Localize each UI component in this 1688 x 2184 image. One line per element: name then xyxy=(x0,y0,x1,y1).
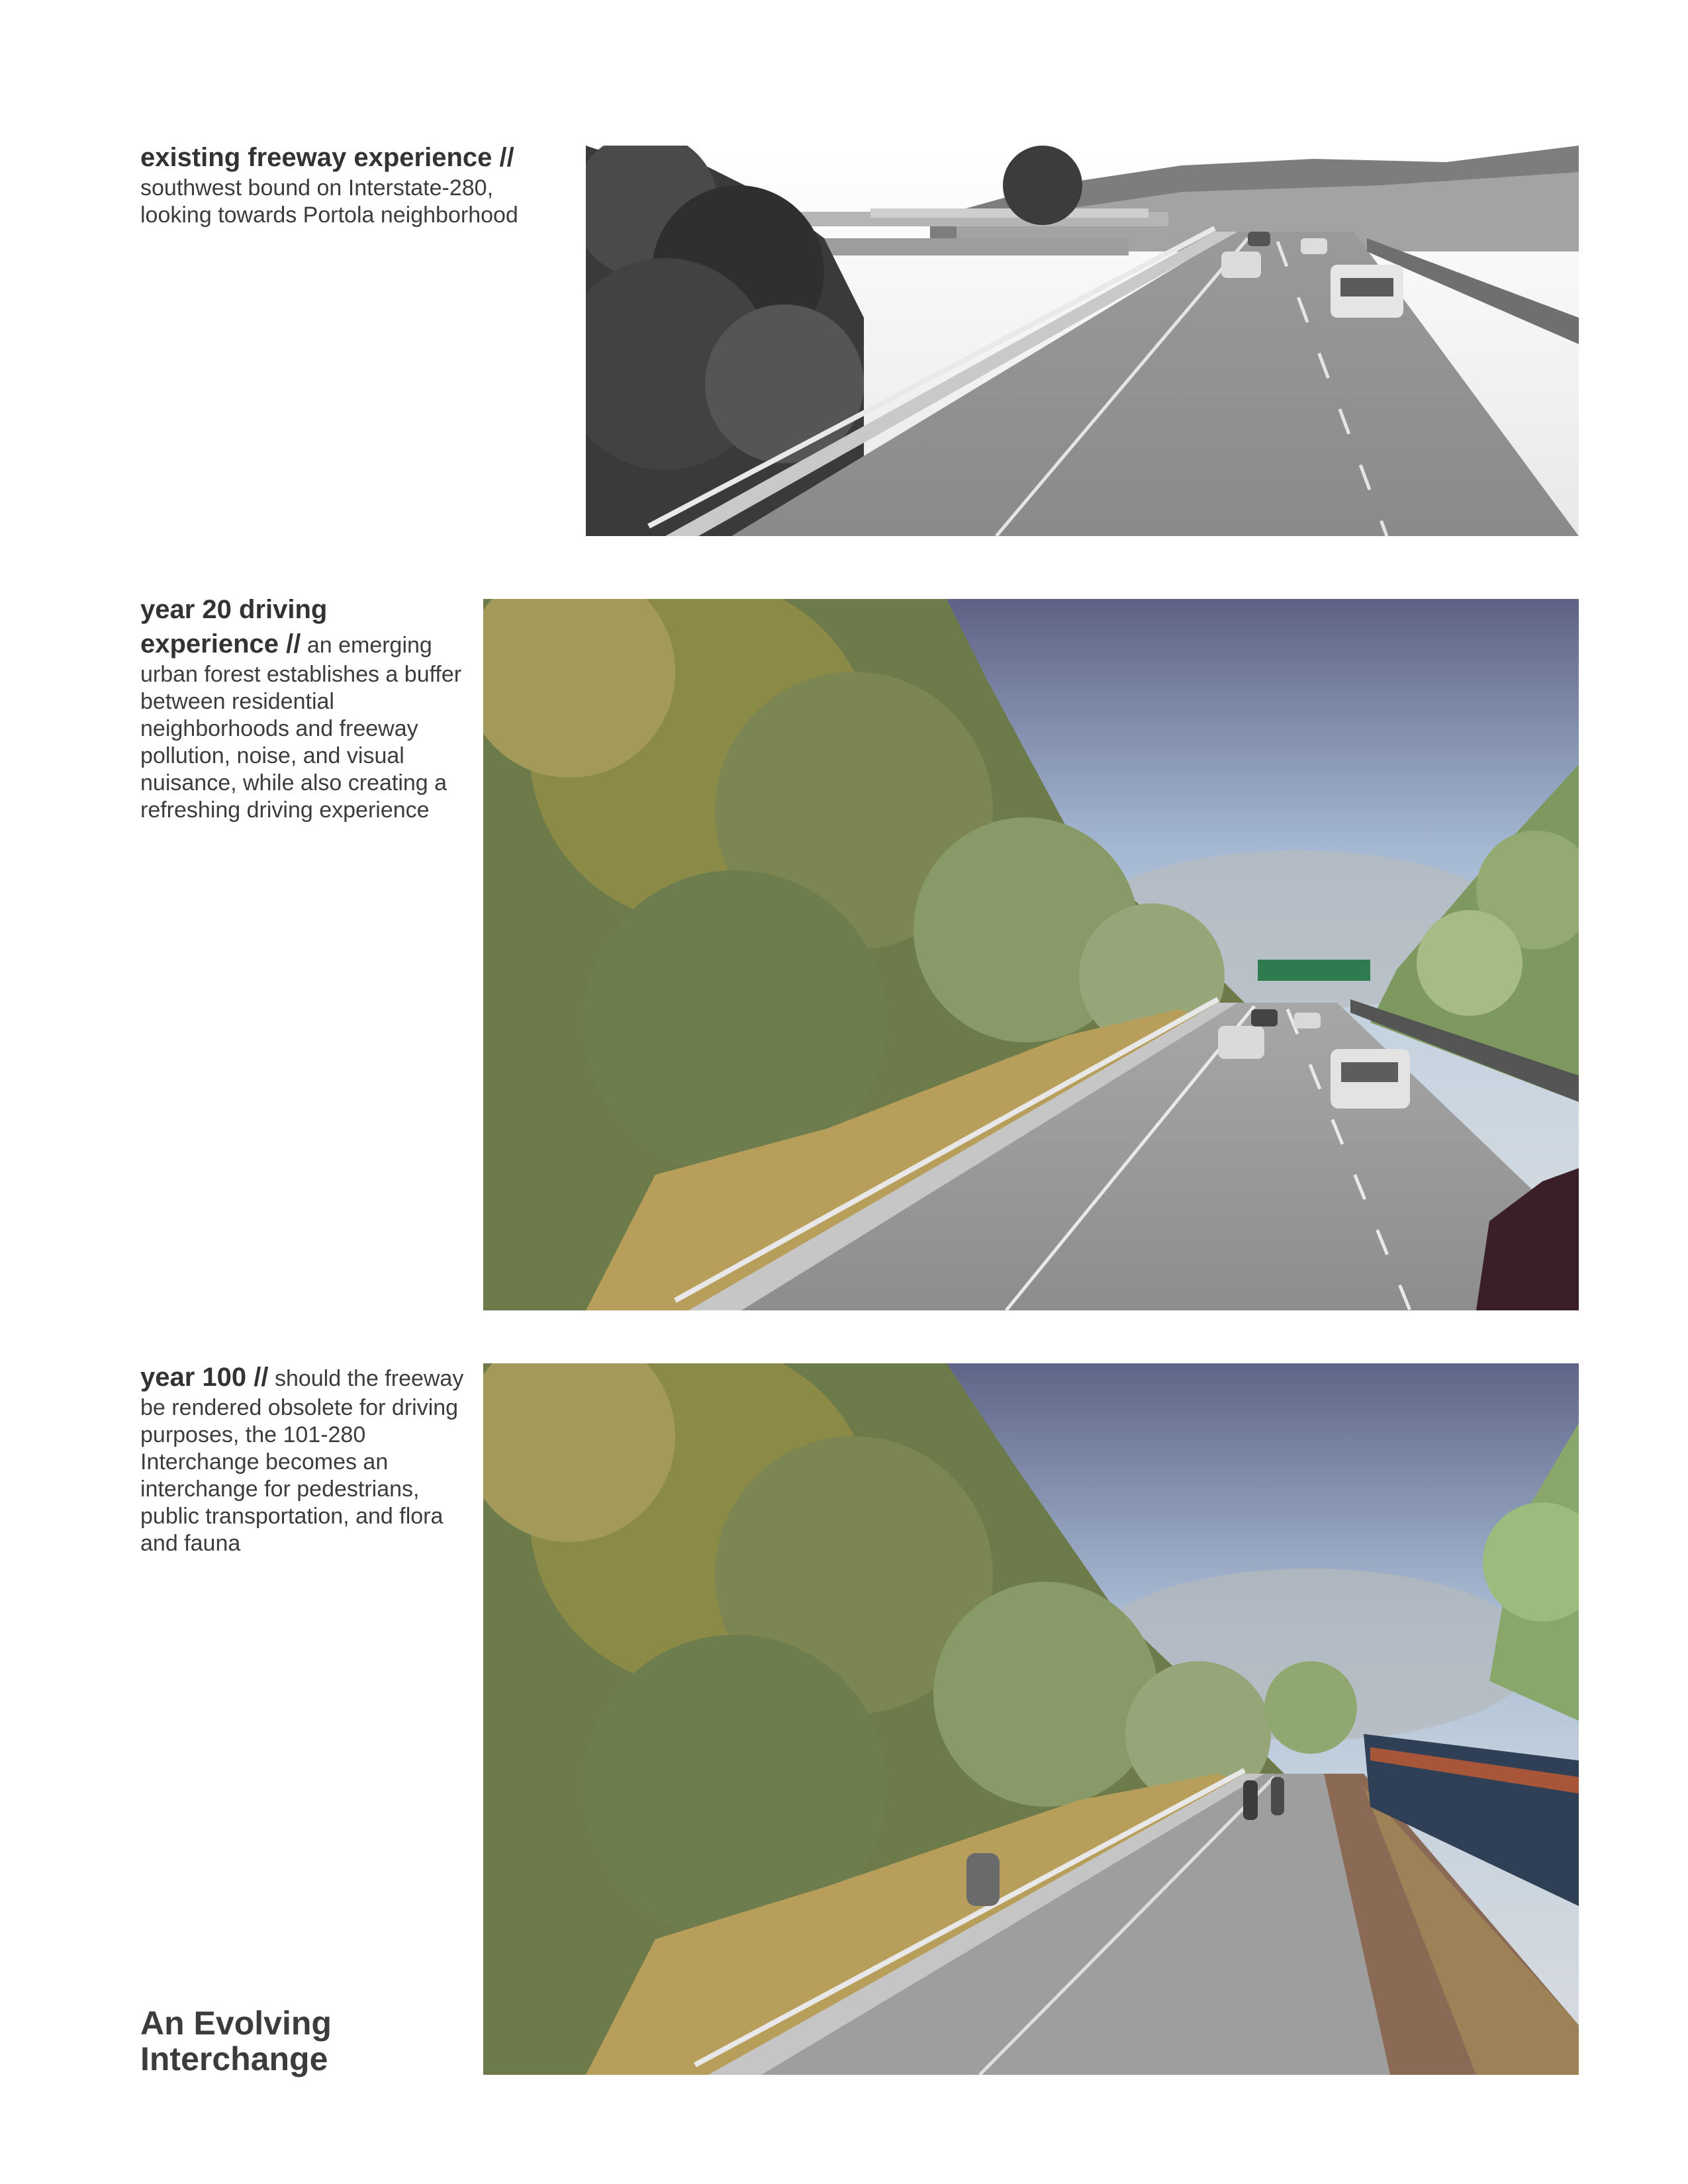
existing-freeway-photo xyxy=(586,146,1579,536)
section-2-body: an emerging urban forest establishes a buffer between residential neighborhoods and freeway pollution, noise, and visual nuisance, while also creating a refreshing driving experience xyxy=(140,633,462,823)
section-3-heading: year 100 // xyxy=(140,1363,269,1392)
section-1-heading: existing freeway experience // xyxy=(140,143,514,172)
section-3-caption xyxy=(140,1360,465,1557)
section-2-heading: year 20 driving experience // xyxy=(140,595,328,659)
page-title: An Evolving Interchange xyxy=(140,2005,332,2077)
year-100-rendering xyxy=(483,1363,1579,2075)
section-1-caption xyxy=(140,140,564,229)
section-2-caption xyxy=(140,592,471,824)
section-1-body: southwest bound on Interstate-280, looking towards Portola neighborhood xyxy=(140,175,518,228)
section-3-body: should the freeway be rendered obsolete for driving purposes, the 101-280 Interchange becomes an interchange for pedestrians, public transportation, and flora and fauna xyxy=(140,1366,464,1556)
year-20-rendering xyxy=(483,599,1579,1310)
